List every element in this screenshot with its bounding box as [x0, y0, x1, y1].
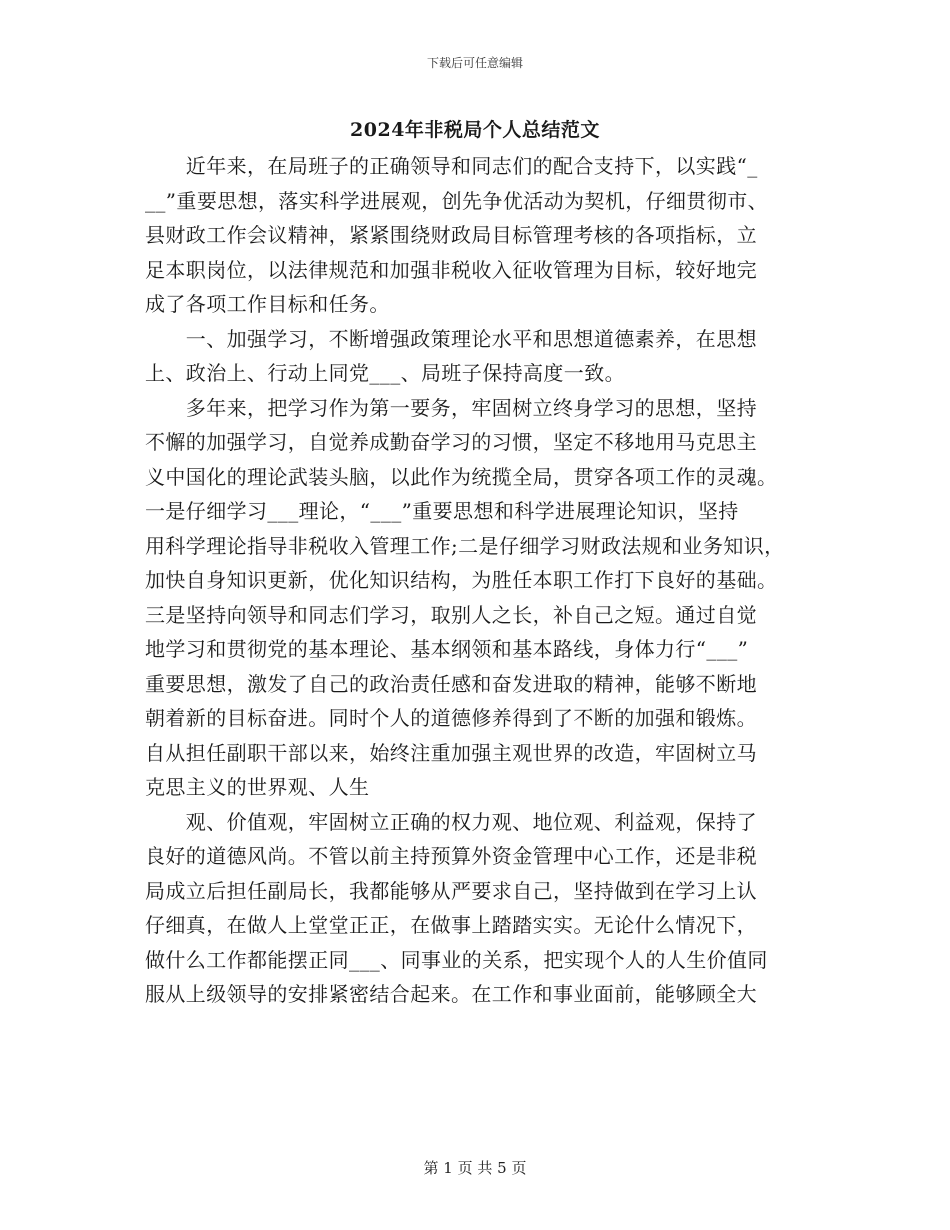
text-line: 自从担任副职干部以来，始终注重加强主观世界的改造，牢固树立马 [145, 740, 757, 765]
text-line: 多年来，把学习作为第一要务，牢固树立终身学习的思想，坚持 [145, 395, 757, 420]
text-line: 成了各项工作目标和任务。 [145, 292, 390, 316]
text-line: 做什么工作都能摆正同___、同事业的关系，把实现个人的人生价值同 [145, 947, 768, 972]
document-body [145, 149, 815, 1012]
text-line: 观、价值观，牢固树立正确的权力观、地位观、利益观，保持了 [145, 809, 757, 834]
text-line: 义中国化的理论武装头脑，以此作为统揽全局，贯穿各项工作的灵魂。 [145, 464, 778, 489]
text-line: 用科学理论指导非税收入管理工作;二是仔细学习财政法规和业务知识， [145, 533, 785, 558]
text-line: 服从上级领导的安排紧密结合起来。在工作和事业面前，能够顾全大 [145, 982, 757, 1006]
text-line: 局成立后担任副局长，我都能够从严要求自己，坚持做到在学习上认 [145, 878, 757, 903]
text-line: 足本职岗位，以法律规范和加强非税收入征收管理为目标，较好地完 [145, 257, 757, 282]
text-line: 重要思想，激发了自己的政治责任感和奋发进取的精神，能够不断地 [145, 671, 757, 696]
text-line: 县财政工作会议精神，紧紧围绕财政局目标管理考核的各项指标，立 [145, 223, 757, 247]
text-line: 上、政治上、行动上同党___、局班子保持高度一致。 [145, 361, 625, 385]
text-line: 三是坚持向领导和同志们学习，取别人之长，补自己之短。通过自觉 [145, 602, 757, 627]
text-line: __”重要思想，落实科学进展观，创先争优活动为契机，仔细贯彻市、 [145, 188, 769, 213]
text-line: 不懈的加强学习，自觉养成勤奋学习的习惯，坚定不移地用马克思主 [145, 430, 757, 454]
document-title: 2024年非税局个人总结范文 [350, 119, 600, 141]
text-line: 朝着新的目标奋进。同时个人的道德修养得到了不断的加强和锻炼。 [145, 706, 757, 730]
text-line: 一是仔细学习___理论，“___”重要思想和科学进展理论知识，坚持 [145, 499, 739, 523]
page-header-note: 下载后可任意编辑 [426, 56, 523, 70]
text-line: 地学习和贯彻党的基本理论、基本纲领和基本路线，身体力行“___” [145, 637, 749, 661]
text-line: 良好的道德风尚。不管以前主持预算外资金管理中心工作，还是非税 [145, 844, 757, 868]
text-line: 仔细真，在做人上堂堂正正，在做事上踏踏实实。无论什么情况下， [145, 913, 757, 937]
text-line: 近年来，在局班子的正确领导和同志们的配合支持下，以实践“_ [145, 154, 758, 178]
page-number-footer: 第 1 页 共 5 页 [423, 1159, 527, 1177]
text-line: 克思主义的世界观、人生 [145, 775, 370, 799]
text-line: 加快自身知识更新，优化知识结构，为胜任本职工作打下良好的基础。 [145, 568, 778, 592]
text-line: 一、加强学习，不断增强政策理论水平和思想道德素养，在思想 [145, 326, 757, 351]
